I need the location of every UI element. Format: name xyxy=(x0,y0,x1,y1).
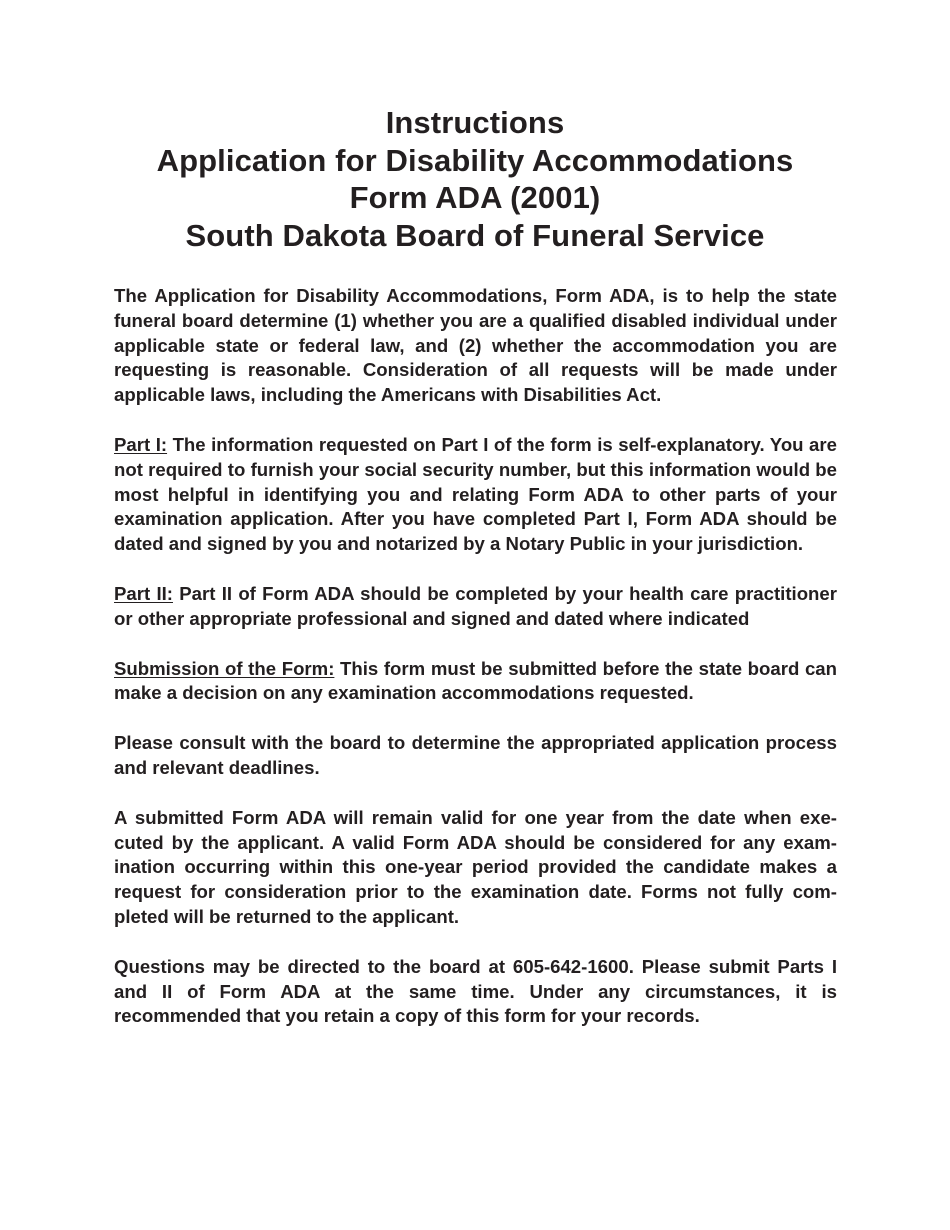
validity-paragraph: A submitted Form ADA will remain valid for one year from the date when executed by the applicant. A valid Form ADA should be considered for any examination occurring within this one-year period provided the candidate makes a request for consideration prior to the examination date. Forms not fully completed will be returned to the applicant. xyxy=(114,806,837,927)
part1-text: The information requested on Part I of the form is self-explanatory. You are not required to furnish your social security number, but this information would be most helpful in identifying you and relating Form ADA to other parts of your examination application. After you have completed Part I, Form ADA should be dated and signed by you and notarized by a Notary Public in your jurisdiction. xyxy=(114,433,837,555)
part2-text: Part II of Form ADA should be completed by your health care practitioner or other appropriate professional and signed and dated where indicated xyxy=(114,582,837,629)
part2-label: Part II: xyxy=(114,582,173,604)
title-board-name: South Dakota Board of Funeral Service xyxy=(185,217,765,253)
questions-paragraph: Questions may be directed to the board at 605-642-1600. Please submit Parts I and II of Form ADA at the same time. Under any circumstances, it is recommended that you retain a copy of this form for your records. xyxy=(114,955,837,1027)
part2-paragraph xyxy=(114,582,837,632)
part1-label: Part I: xyxy=(114,433,168,455)
consult-paragraph: Please consult with the board to determine the appropriated application process and relevant deadlines. xyxy=(114,732,837,778)
submission-text: This form must be submitted before the state board can make a decision on any examination accommodations requested. xyxy=(114,657,837,704)
part1-paragraph xyxy=(114,433,837,557)
document-title xyxy=(0,104,950,254)
title-instructions: Instructions xyxy=(385,105,565,140)
instructions-body xyxy=(114,284,837,1054)
submission-paragraph xyxy=(114,657,837,707)
title-application-name: Application for Disability Accommodations xyxy=(156,142,794,178)
title-form-number: Form ADA (2001) xyxy=(349,180,601,215)
intro-paragraph: The Application for Disability Accommodations, Form ADA, is to help the state funeral board determine (1) whether you are a qualified disabled individual under applicable state or federal law, and (2) whether the accommodation you are requesting is reasonable. Consideration of all requests will be made under applicable laws, including the Americans with Disabilities Act. xyxy=(114,285,837,406)
submission-label: Submission of the Form: xyxy=(114,657,335,679)
